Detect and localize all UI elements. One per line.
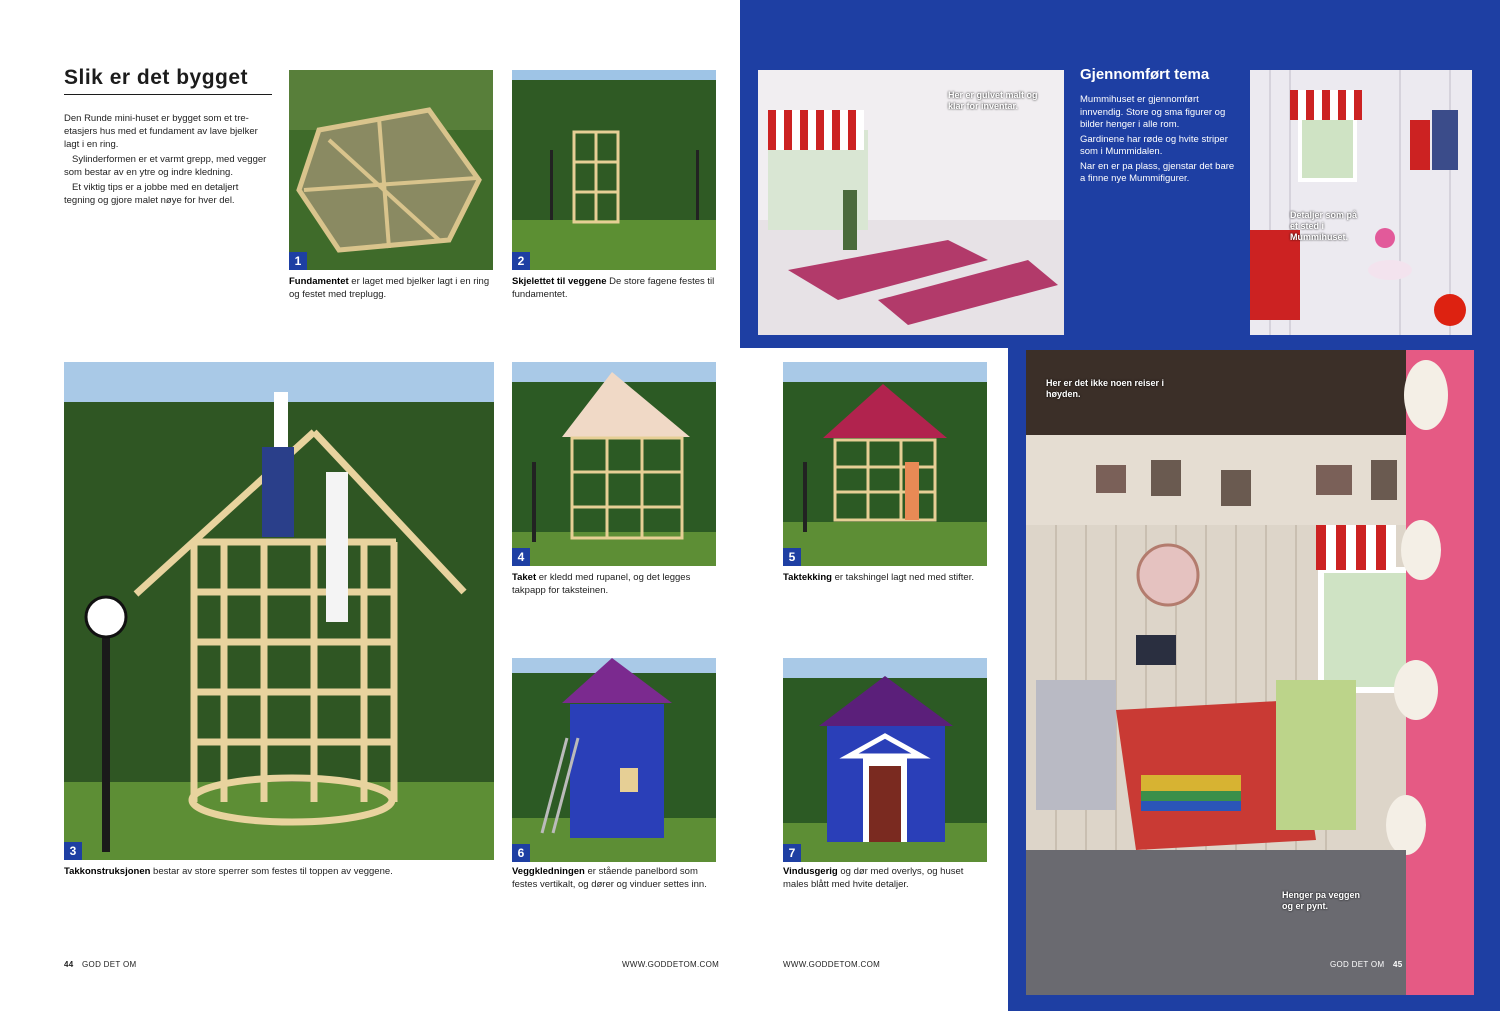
photo-overlay-text: Her er gulvet malt og klar for inventar. [948,90,1038,111]
caption-text: er kledd med rupanel, og det legges takpapp for taksteinen. [512,572,691,596]
side-title: Gjennomført tema [1080,66,1210,83]
photo-number: 6 [512,844,530,862]
photo-number: 4 [512,548,530,566]
magazine-name-right: GOD DET OM [1330,960,1385,969]
page-number-right: 45 [1392,960,1403,969]
caption-text: er takshingel lagt ned med stifter. [831,572,974,583]
page-number-left: 44 [64,960,74,969]
photo-finished-house [783,658,987,862]
photo-number: 2 [512,252,530,270]
caption-text: bestar av store sperrer som festes til toppen av veggene. [150,866,393,877]
caption-text: De store fagene festes til fundamentet. [512,276,715,300]
photo-number: 5 [783,548,801,566]
magazine-name-left: GOD DET OM [82,960,137,969]
photo-overlay-text: Detaljer som på et sted i Mummihuset. [1290,210,1358,242]
photo-number: 3 [64,842,82,860]
photo-foundation [289,70,493,270]
photo-number: 7 [783,844,801,862]
intro-text [64,112,272,209]
footer-left [64,960,136,969]
caption-finished-house [783,866,987,891]
photo-interior-table [1026,350,1474,995]
photo-roof-construction [64,362,494,860]
caption-text: og dør med overlys, og huset males blått med hvite detaljer. [783,866,964,890]
caption-roof-sheathing [512,572,716,597]
intro-paragraph: Sylinderformen er et varmt grepp, med vegger som bestar av en ytre og indre kledning. [64,154,267,178]
caption-lead: Taktekking [783,572,832,583]
side-paragraph: Gardinene har røde og hvite striper som i Mummidalen. [1080,133,1228,157]
photo-interior-floor [758,70,1064,335]
caption-lead: Veggkledningen [512,866,585,877]
page-title: Slik er det bygget [64,66,272,95]
side-paragraph: Mummihuset er gjennomført innvendig. Store og sma figurer og bilder henger i alle rom. [1080,94,1226,130]
caption-wall-frame [512,276,716,301]
footer-url-right: WWW.GODDETOM.COM [783,960,881,969]
intro-paragraph: Den Runde mini-huset er bygget som et tre-etasjers hus med et fundament av lave bjelker lagt i en ring. [64,113,258,150]
caption-text: er laget med bjelker lagt i en ring og festet med treplugg. [289,276,490,300]
caption-lead: Fundamentet [289,276,349,287]
caption-lead: Vindusgerig [783,866,838,877]
caption-lead: Skjelettet til veggene [512,276,607,287]
caption-foundation [289,276,493,301]
footer-url-left: WWW.GODDETOM.COM [622,960,720,969]
photo-roof-sheathing [512,362,716,566]
photo-number: 1 [289,252,307,270]
photo-overlay-text: Henger pa veggen og er pynt. [1282,890,1361,911]
photo-interior-window [1250,70,1472,335]
photo-roofing [783,362,987,566]
intro-paragraph: Et viktig tips er a jobbe med en detaljert tegning og gjore malet nøye for hver del. [64,182,239,206]
caption-text: er stående panelbord som festes vertikalt, og dører og vinduer settes inn. [512,866,707,890]
caption-wall-cladding [512,866,716,891]
photo-wall-cladding [512,658,716,862]
caption-lead: Taket [512,572,537,583]
photo-overlay-text: Her er det ikke noen reiser i høyden. [1046,378,1165,399]
caption-lead: Takkonstruksjonen [64,866,151,877]
photo-wall-frame [512,70,716,270]
footer-right [1330,960,1402,969]
side-paragraph: Nar en er pa plass, gjenstar det bare a finne nye Mummifigurer. [1080,160,1235,184]
caption-roofing [783,572,987,585]
side-text [1080,94,1240,188]
caption-roof-construction [64,866,464,879]
